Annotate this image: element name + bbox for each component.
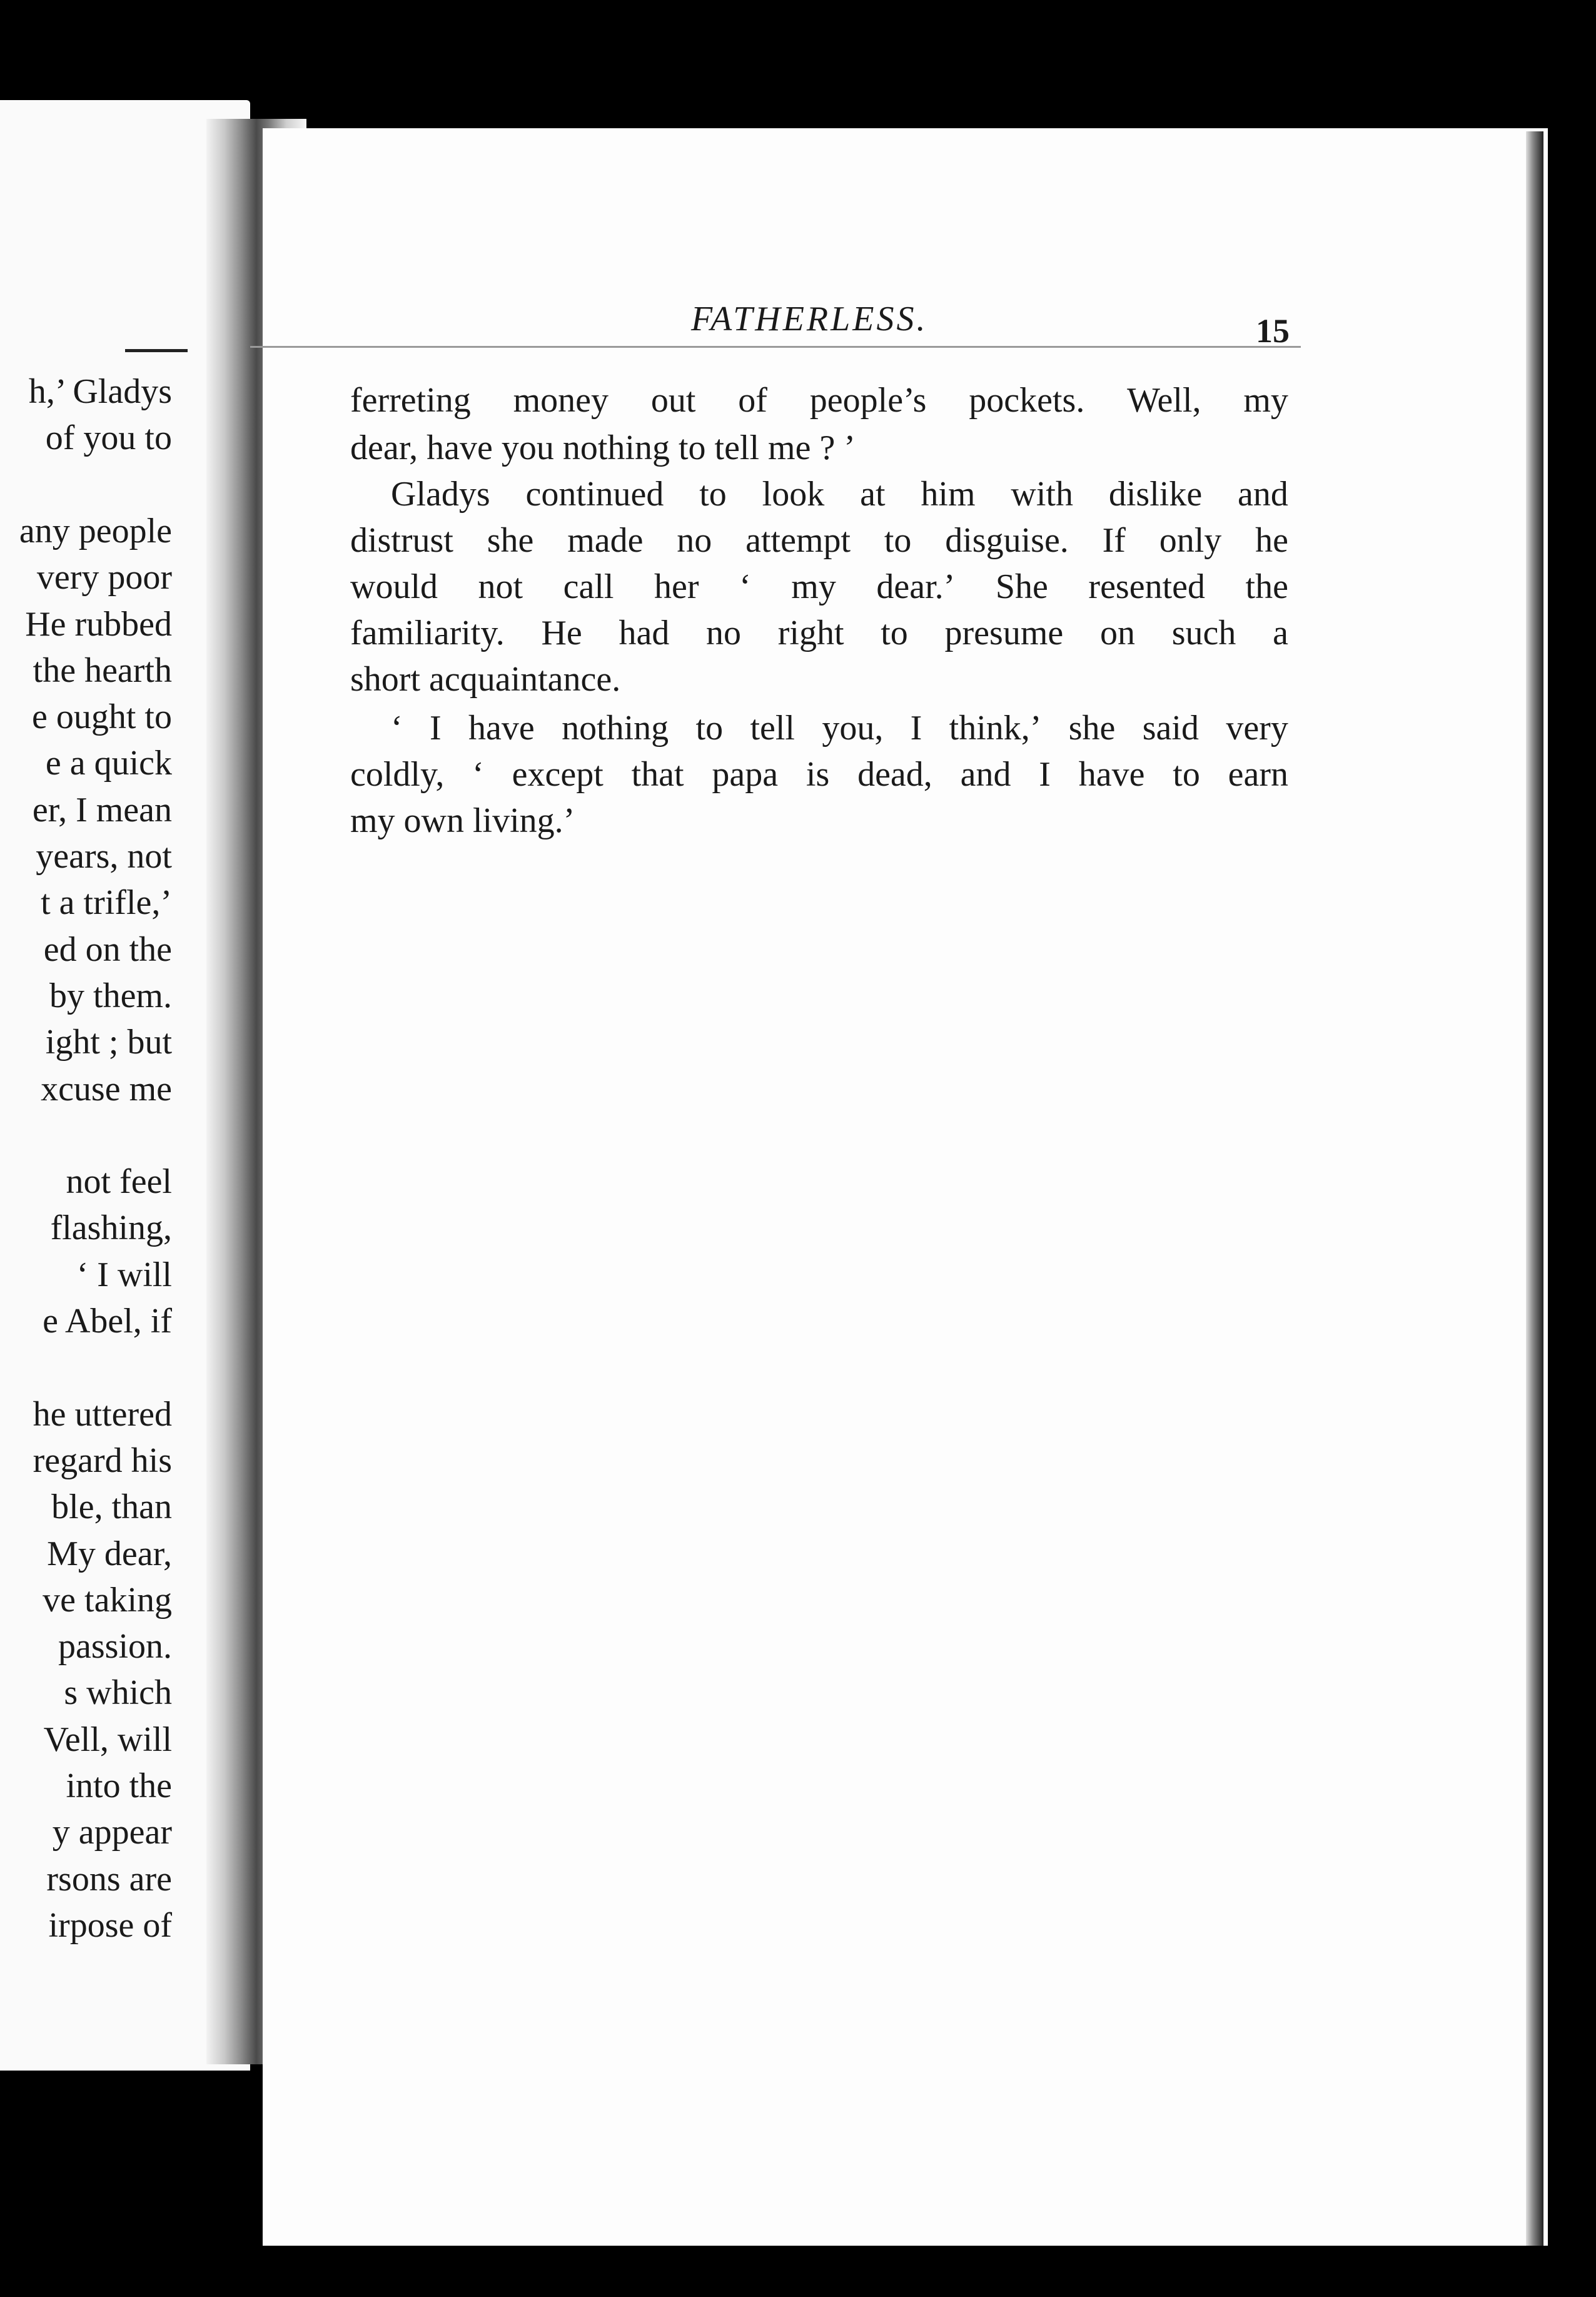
body-line: short acquaintance. [350,660,621,699]
header-rule [250,346,1301,348]
previous-page-line: e ought to [32,697,172,736]
previous-page-line: ve taking [43,1581,172,1620]
body-line: dear, have you nothing to tell me ? ’ [350,428,856,467]
previous-page-line: not feel [66,1162,172,1201]
body-line: my own living.’ [350,801,575,840]
previous-page-line: t a trifle,’ [41,883,172,922]
body-line: distrust she made no attempt to disguise. If only he [350,521,1288,560]
previous-page-line: years, not [36,837,172,876]
previous-page-line: he uttered [33,1395,172,1434]
previous-page-line: into the [66,1767,172,1805]
previous-page-line: very poor [36,558,172,597]
previous-page-line: xcuse me [41,1070,172,1108]
previous-page-line: Vell, will [43,1720,172,1759]
previous-page-line: flashing, [50,1209,172,1247]
previous-page-line: ble, than [51,1488,172,1526]
previous-page-line: He rubbed [25,605,172,644]
body-line: Gladys continued to look at him with dislike and [391,475,1288,514]
previous-page-line: regard his [33,1441,172,1480]
body-line: familiarity. He had no right to presume on such a [350,614,1288,652]
previous-page-line: irpose of [48,1906,172,1945]
previous-page-line: passion. [58,1627,172,1666]
previous-page-line: er, I mean [32,791,172,829]
page-number: 15 [1256,312,1290,350]
previous-page-line: h,’ Gladys [28,372,172,411]
previous-page-line: ‘ I will [76,1255,172,1294]
previous-page-line: y appear [52,1813,172,1852]
page-edge [1526,131,1543,2246]
previous-page-line: rsons are [46,1860,172,1899]
running-head: FATHERLESS. [691,300,928,338]
previous-page-line: My dear, [47,1534,172,1573]
previous-page-line: ed on the [43,930,172,969]
previous-page-line: e Abel, if [43,1302,172,1341]
body-line: ‘ I have nothing to tell you, I think,’ she said very [391,709,1288,748]
body-line: ferreting money out of people’s pockets. Well, my [350,381,1288,420]
previous-page-line: any people [19,512,172,550]
previous-page-line: e a quick [45,744,172,783]
previous-page-line: s which [64,1673,172,1712]
body-line: coldly, ‘ except that papa is dead, and I have to earn [350,755,1288,794]
previous-page-line: by them. [49,976,172,1015]
previous-page-line: of you to [45,418,172,457]
body-line: would not call her ‘ my dear.’ She resented the [350,567,1288,606]
previous-page-line: the hearth [33,651,172,690]
previous-page-line: ight ; but [45,1023,172,1062]
